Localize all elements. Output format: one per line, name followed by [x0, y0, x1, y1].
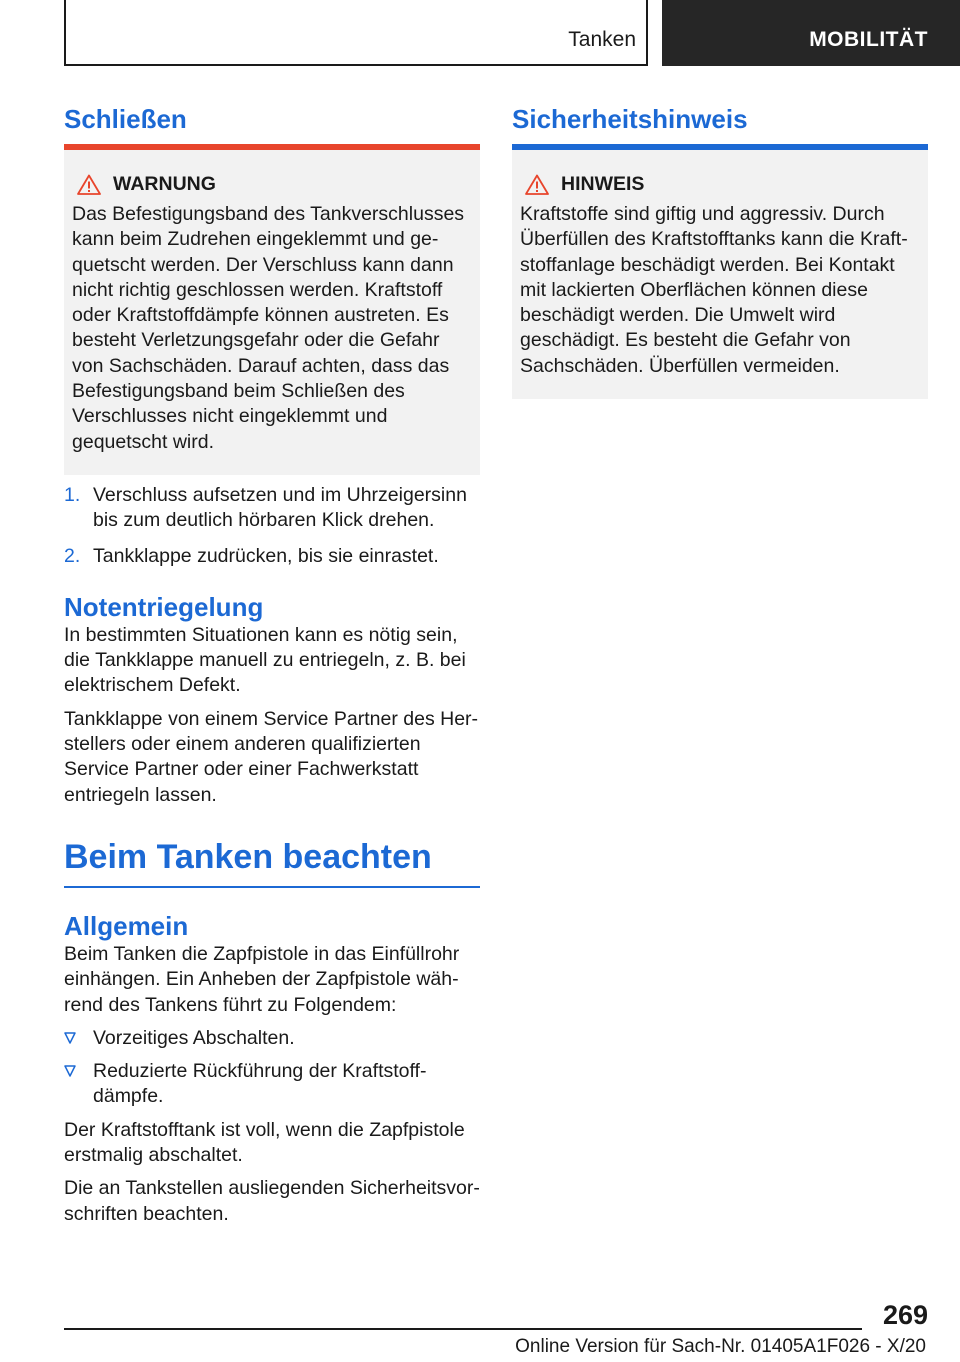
header-chapter-title: MOBILITÄT [809, 28, 928, 51]
emergency-paragraph: In bestimmten Situationen kann es nötig sein, die Tankklappe manuell zu entriegeln, z. B. bei elektrischem Defekt. [64, 623, 466, 697]
general-paragraph: Der Kraftstofftank ist voll, wenn die Zapfpistole erstmalig abschaltet. [64, 1118, 465, 1167]
page-number: 269 [882, 1300, 928, 1330]
step-number: 2. [64, 544, 81, 567]
step-text: Verschluss aufsetzen und im Uhrzeigersinn bis zum deutlich hörbaren Klick drehen. [93, 483, 467, 532]
warning-label: WARNUNG [113, 173, 216, 195]
closing-steps [64, 483, 480, 569]
warning-triangle-icon [77, 174, 101, 195]
general-paragraph: Die an Tankstellen ausliegenden Sicherheitsvorschriften beachten. [64, 1177, 480, 1225]
consequence-list [64, 1026, 480, 1110]
notice-label: HINWEIS [561, 173, 645, 195]
triangle-bullet-icon [64, 1032, 76, 1045]
footer-divider [64, 1328, 862, 1330]
emergency-paragraph: Tankklappe von einem Service Partner des Herstellers oder einem anderen qualifizierten Service Partner oder einer Fachwerkstatt entriegeln lassen. [64, 707, 479, 806]
right-column [512, 100, 928, 399]
notice-header [520, 172, 920, 196]
warning-header [72, 172, 472, 196]
step-number: 1. [64, 483, 81, 506]
warning-box [64, 144, 480, 475]
step-text: Tankklappe zudrücken, bis sie einrastet. [93, 544, 439, 567]
footer-online-version: Online Version für Sach-Nr. 01405A1F026 - X/20 [515, 1336, 926, 1357]
warning-text: Das Befestigungsband des Tankverschlusses kann beim Zudrehen eingeklemmt und gequetscht werden. Der Verschluss kann dann nicht richtig geschlossen werden. Kraftstoff oder Kraftstoffdämpfe können austreten. Es besteht Verletzungsgefahr oder die Gefahr von Sachschäden. Darauf achten, dass das Befestigungsband beim Schließen des Verschlusses nicht eingeklemmt und gequetscht wird. [72, 203, 465, 453]
header-section-title: Tanken [568, 28, 636, 51]
list-item-text: Vorzeitiges Abschalten. [93, 1026, 295, 1049]
step-item [64, 544, 480, 569]
list-item [64, 1026, 480, 1051]
notice-box [512, 144, 928, 399]
safety-heading: Sicherheitshinweis [512, 104, 748, 134]
main-heading: Beim Tanken beachten [64, 836, 480, 888]
list-item-text: Reduzierte Rückführung der Kraftstoffdämpfe. [93, 1060, 427, 1108]
notice-text: Kraftstoffe sind giftig und aggressiv. Durch Überfüllen des Kraftstofftanks kann die Kraftstoffanlage beschädigt werden. Bei Kontakt mit lackierten Oberflächen können diese beschädigt werden. Die Umwelt wird geschädigt. Es besteht die Gefahr von Sachschäden. Überfüllen vermeiden. [520, 203, 908, 377]
close-heading: Schließen [64, 104, 187, 134]
triangle-bullet-icon [64, 1065, 76, 1078]
step-item [64, 483, 480, 534]
notice-triangle-icon [525, 174, 549, 195]
general-heading: Allgemein [64, 910, 189, 941]
emergency-heading: Notentriegelung [64, 591, 264, 622]
left-column [64, 100, 480, 1235]
list-item [64, 1059, 480, 1110]
general-intro: Beim Tanken die Zapfpistole in das Einfüllrohr einhängen. Ein Anheben der Zapfpistole während des Tankens führt zu Folgendem: [64, 942, 460, 1016]
